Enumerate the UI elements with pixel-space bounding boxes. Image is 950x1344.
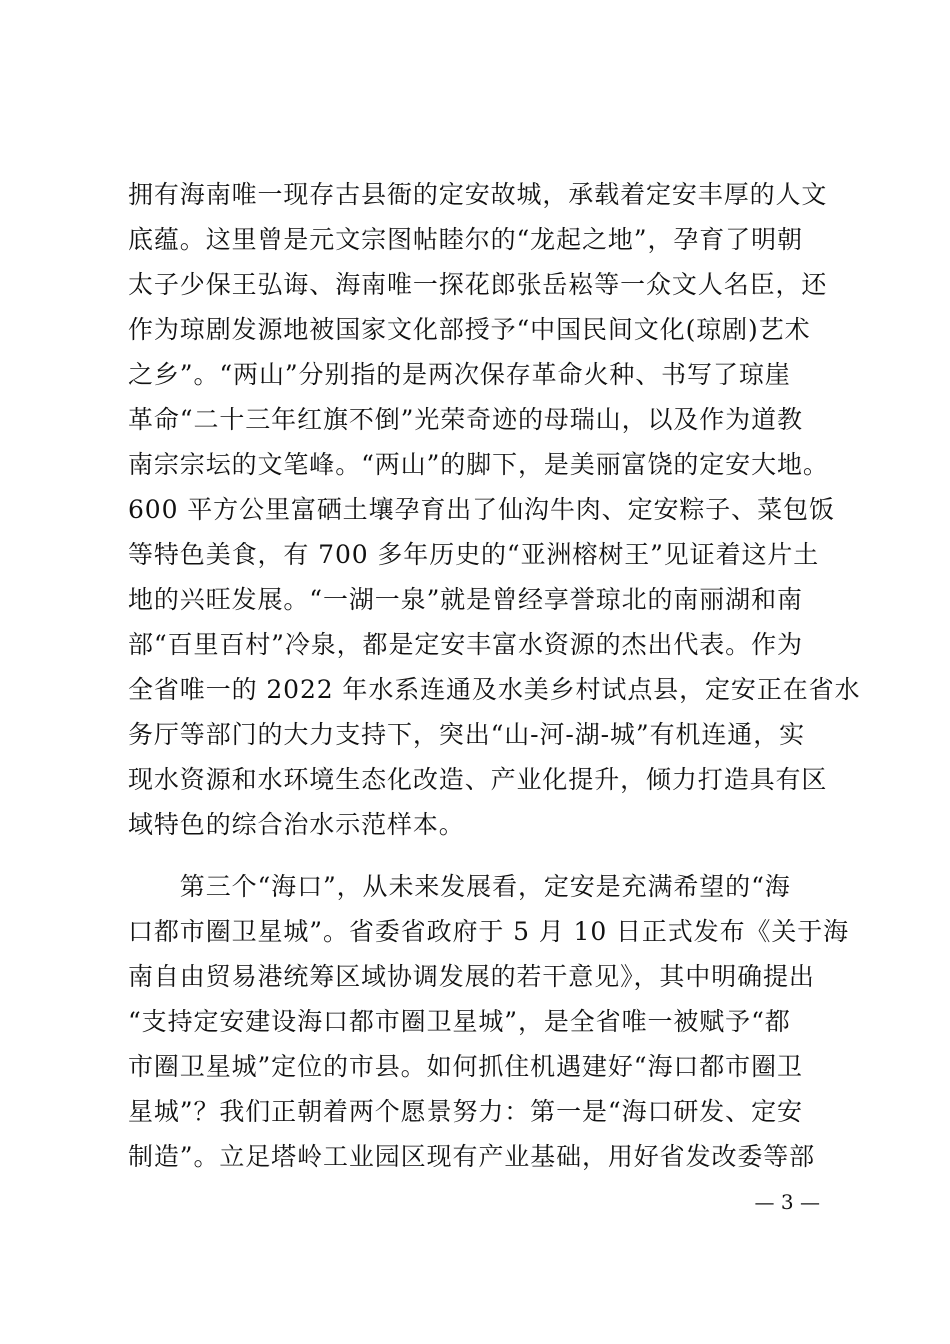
text-line: 之乡”。“两山”分别指的是两次保存革命火种、书写了琼崖 xyxy=(128,360,791,389)
paragraph-spacer xyxy=(128,847,828,864)
text-line: 域特色的综合治水示范样本。 xyxy=(128,810,465,839)
text-line: 作为琼剧发源地被国家文化部授予“中国民间文化(琼剧)艺术 xyxy=(128,315,811,344)
text-line: 现水资源和水环境生态化改造、产业化提升，倾力打造具有区 xyxy=(128,765,828,794)
text-line: 全省唯一的 2022 年水系连通及水美乡村试点县，定安正在省水 xyxy=(128,675,861,704)
text-line: “支持定安建设海口都市圈卫星城”，是全省唯一被赋予“都 xyxy=(128,1007,791,1036)
text-line: 部“百里百村”冷泉，都是定安丰富水资源的杰出代表。作为 xyxy=(128,630,803,659)
paragraph-2 xyxy=(128,864,850,1179)
text-line: 口都市圈卫星城”。省委省政府于 5 月 10 日正式发布《关于海 xyxy=(128,917,850,946)
text-line: 地的兴旺发展。“一湖一泉”就是曾经享誉琼北的南丽湖和南 xyxy=(128,585,803,614)
text-line: 底蕴。这里曾是元文宗图帖睦尔的“龙起之地”，孕育了明朝 xyxy=(128,225,803,254)
page-number: — 3 — xyxy=(754,1190,820,1214)
paragraph-1 xyxy=(128,172,861,847)
text-line: 太子少保王弘诲、海南唯一探花郎张岳崧等一众文人名臣，还 xyxy=(128,270,828,299)
document-body xyxy=(128,172,861,1179)
text-line: 南自由贸易港统筹区域协调发展的若干意见》，其中明确提出 xyxy=(128,962,815,991)
text-line: 革命“二十三年红旗不倒”光荣奇迹的母瑞山，以及作为道教 xyxy=(128,405,803,434)
text-line: 星城”？我们正朝着两个愿景努力：第一是“海口研发、定安 xyxy=(128,1097,803,1126)
text-line: 600 平方公里富硒土壤孕育出了仙沟牛肉、定安粽子、菜包饭 xyxy=(128,495,835,524)
text-line: 拥有海南唯一现存古县衙的定安故城，承载着定安丰厚的人文 xyxy=(128,180,828,209)
text-line: 第三个“海口”，从未来发展看，定安是充满希望的“海 xyxy=(128,872,791,901)
text-line: 市圈卫星城”定位的市县。如何抓住机遇建好“海口都市圈卫 xyxy=(128,1052,803,1081)
text-line: 务厅等部门的大力支持下，突出“山-河-湖-城”有机连通，实 xyxy=(128,720,806,749)
text-line: 等特色美食，有 700 多年历史的“亚洲榕树王”见证着这片土 xyxy=(128,540,820,569)
text-line: 制造”。立足塔岭工业园区现有产业基础，用好省发改委等部 xyxy=(128,1142,816,1171)
text-line: 南宗宗坛的文笔峰。“两山”的脚下，是美丽富饶的定安大地。 xyxy=(128,450,829,479)
